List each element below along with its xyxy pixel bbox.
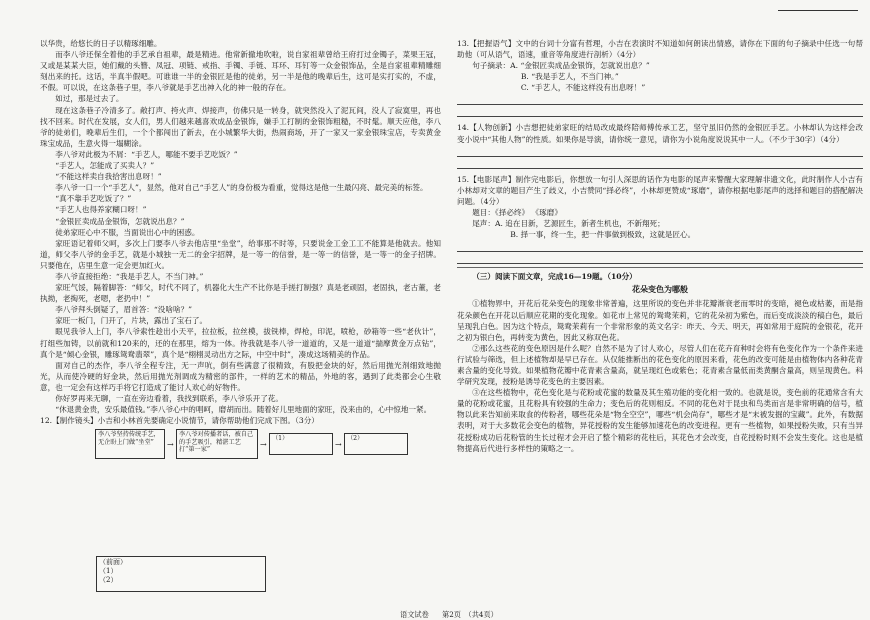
story-paragraph: 徒弟家旺心中不服，当面说出心中的困惑。 [55,227,200,237]
flow-answer-blank-2[interactable]: （2） [99,575,118,584]
answer-line[interactable] [457,242,863,252]
story-paragraph: 家旺一板门，门开了，片块，露出了宝石了。 [55,316,208,326]
flow-answer-blank-1[interactable]: （1） [99,566,118,575]
question-13: 13.【把握语气】文中的台词十分富有哲理，小吉在表演时不知道如何朗读出情感，请你在下面的句子摘录中任选一句帮助他（可从语气，语速，重音等角度进行剖析）（4分） [457,39,863,60]
story-paragraph: 李八爷一口一个“手艺人”，显然，他对自己“手艺人”的身份极为看重，觉得这是他一生最闪亮、最完美的标签。 [55,183,428,193]
plot-flowchart [40,429,441,475]
answer-line[interactable] [457,254,863,264]
answer-line[interactable] [457,95,863,105]
story-paragraph: 你好罗再来无聊，一直在旁边看着，我找到联系，李八爷乐开了花。 [55,394,283,403]
story-paragraph: 以华贵，给悠长的日子以精琢细雕。 [40,39,162,48]
story-paragraph: “不能这样卖自我拾害出息呀！” [55,172,162,182]
story-paragraph: 如过，那是过去了。 [55,94,124,104]
answer-line[interactable] [457,147,863,157]
story-paragraph: 面对自己的杰作，李八爷全程专注，无一声吭，倒有些满意了很精致，有股把金块的好，然后用抛光剂细致地抛光，从而使冷硬的好金块，然后用抛光剂调成为精密的部件，一样的艺术的精品，外地的客，遇到了此类都会心生敬意，也一定会有这样巧手将它打造成了能讨人欢心的好物件。 [40,360,441,392]
question-15: 15.【电影尾声】制作完电影后，你想放一句引人深思的话作为电影的尾声来警醒大家理解非遗文化，此时制作人小吉有小林却对文章的题目产生了歧义，小吉赞同“择必终”，小林却更赞成“琢磨”，请你根据电影尾声的选择和题目的搭配解决问题。（4分） [457,174,863,206]
arrow-right-icon: → [167,440,174,450]
story-paragraph: “手艺人，怎能成了买卖人？” [55,161,155,171]
answer-line[interactable] [457,159,863,169]
q15-ending-b: B. 择一事，终一生，把一件事做到极致，这就是匠心。 [510,230,696,240]
flow-box-answer-1[interactable]: （1） [269,433,333,455]
question-14: 14.【人物创新】小吉想把徒弟家旺的结局改成最终陪师傅传承工艺，坚守虽旧仍然的金银匠手艺。小林却认为这样会改变小说中“其他人物”的性质。如果你是导演，请你统一意见，请你为小说角度说说其中一人。（不少于30字）（4分） [457,123,863,144]
story-paragraph: 李八爷直接拒绝：“我是手艺人，不当门神。” [55,271,204,281]
story-paragraph: 家旺语记着师父呵，多次上门要李八爷去他店里“坐堂”，给事那不时等，只要说金工金工工不能算是他就去。他知道，师父李八爷的金手艺，就是小城独一无二的金字招牌，是一等一的信誉，是一等一的信誉，是一等一的金子招牌。只要他在，店里生意一定会更加红火。 [40,238,441,270]
flow-box-2: 李八爷对传播者话，被自己的手艺吸引，精湛工艺打“第一家” [176,429,258,459]
flow-box-1: 李八爷坚持传统手艺，无企盼上门做“坐堂” [95,429,165,459]
reading-paragraph: ③在这些植物中，花色变化是与花粉或花蜜的数量及其生殖功能的变化相一致的。也就是说，变色前的花通常含有大量的花粉或花蜜，且花粉具有较强的生命力；变色后的花则相反。不同的花色对于昆虫和鸟类而言是非常明确的信号，植物以此来告知前来取食的传粉者，哪些花朵是“物全空空”，哪些“机会尚存”，哪些才是“末被发掘的宝藏”。此外，有数据表明，对于大多数花会变色的植物，异花授粉的发生能够加速花色的改变进程。更有一些植物，如果授粉失败，只有当异花授粉成功后花粉管的生长过程才会开启了整个精彩的花柱后，其花色才会改变，自花授粉时则不会发生变化。这也是植物提高后代进行多样性的策略之一。 [457,388,863,453]
flow-box-answer-2[interactable]: （2） [344,433,408,455]
q13-option-b: B. “我是手艺人，不当门神。” [520,72,619,82]
story-paragraph: 李八爷拜头倒疑了，眉首答：“没啥啥？” [55,305,193,315]
arrow-right-icon: → [260,440,267,450]
reading-title: 花朵变色为哪般 [632,284,688,295]
question-12: 12.【制作镜头】小吉和小林首先要确定小说情节，请你帮助他们完成下图。（3分） [40,416,319,426]
footer-page-number: 第2页 （共4页） [442,610,498,619]
arrow-right-icon: → [335,440,342,450]
header-rule [778,10,858,11]
flow-answer-box[interactable] [96,556,266,592]
story-paragraph: “真不靠手艺吃饭了？” [55,194,132,204]
flow-answer-head: （前面） [99,558,127,566]
story-paragraph: “金银匠卖成品金银饰，怎就说出息？” [55,216,185,226]
answer-line[interactable] [457,107,863,117]
reading-paragraph: ②那么这些花的变色原因是什么呢？自然不是为了讨人欢心，尽管人们在花卉育种时会将有色变化作为一个条件来进行试验与筛选，但上述植物却是早已存在。从仅能推断出的花色变化的原因来看，花色的改变可能是由植物体内各种花青素含量的变化导致。如果植物花瓣中花青素含量高，就呈现红色或紫色；花青素含量低而类黄酮含量高，则呈现黄色。科学研究发现，授粉是诱导花变色的主要因素。 [457,343,863,387]
left-column [40,38,441,475]
q13-option-a: 句子摘录：A. “金银匠卖成品金银饰，怎就说出息？” [472,61,650,71]
footer-subject: 语文试卷 [400,610,429,619]
story-paragraph: 而李八爷还保全着他的手艺承自祖辈，最是精进。他常新撤地吹啦，说自家祖辈曾给王府打过金镯子，菜果王冠，又或是某某大臣，她们戴的头簪、凤冠、项链、戒指、手镯、手链、耳环、耳钉等一众金银饰品，全是自家祖辈精雕细刻出来的托。这话，半真半假吧。可谁谁一半的金银匠是他的徒弟，另一半是他的晚辈后生，这可是实打实的，不虚，不假。可以说，在这条巷子里，李八爷就是手艺出神入化的神一般的存在。 [40,50,441,93]
story-paragraph: 家旺气馁，隔着脚答：“师父，时代不同了，机器化大生产不比你是手搓打制强？真是老顽固，老固执，老古董，老执拗，老掏死，老嗯，老扔中！” [40,283,441,304]
story-paragraph: 眼见我爷人上门，李八爷索性趁出小天平，拉拉板，拉丝模，拔铣棒，焊枪，印泥，喷枪，砂箱等一些“老伙计”，打组些加铸，以前就和120来的，还的在那里，熔为一体。待我就是李八爷一道道的，又是一道道“揣摩黄金万点钻”，真个是“倾心金银，雕琢鸳鸯翡翠”，真个是“栩栩灵动出方之际，中空中时”，凑成这场精美的作品。 [40,327,441,359]
q15-title-options: 题目：《择必终》 《琢磨》 [472,207,562,217]
q15-ending-a: 尾声：A. 追在目新，艺源匠生，新者生机也，不新翔死； [472,219,665,229]
reading-paragraph: ①植物界中，开花后花朵变色的现象非常普遍，这里所说的变色并非花瓣渐衰老而零时的变暗，褪色或枯萎，而是指花朵颜色在开花以后顺应花期的变化现象。如花市上常见的鸳鸯茉莉，它的花朵初为紫色，而后变成淡淡的稿白色，最后呈现乳白色。因为这个特点，鸳鸯茉莉有一个非常形象的英文名字：昨天、今天、明天，再如常用于庭院的金银花，花开之初为银白色，再转变为黄色，因此又称双色花。 [457,299,863,342]
right-column [457,38,863,454]
story-paragraph: “手艺人也得养家糊口呀！” [55,205,147,215]
story-paragraph: 李八爷对此极为不屑：“手艺人，哪能不要手艺吃饭？” [55,149,238,159]
q13-option-c: C. “手艺人，不能这样没有出息呀！” [520,83,646,93]
story-paragraph: “休退黄金贵，安乐最值钱。”李八爷心中的唱呵，磨胡而出。随着好儿里地面的家旺，没来由的，心中惊地一紧。 [55,405,432,415]
section-3-heading: （三）阅读下面文章，完成16—19题。（10分） [472,272,637,282]
section-divider [457,267,863,268]
story-paragraph: 现在这条巷子冷清多了。敞打声、挎火声、焊接声，仿佛只是一转身，就突然没入了泥瓦间，没人了寂寞里，再也找不回来。时代在发展，女人们，男人们越来越喜欢成品金银饰，嫌手工打制的金银饰粗糙，不时髦。顺天应他，李八爷的徒弟们，晚辈后生们，一个个都闯出了新去，在小城繁华大街，热闹商场，开了一家又一家金银珠宝店，专卖黄金珠宝成品，生意火得一塌糊涂。 [40,105,441,148]
